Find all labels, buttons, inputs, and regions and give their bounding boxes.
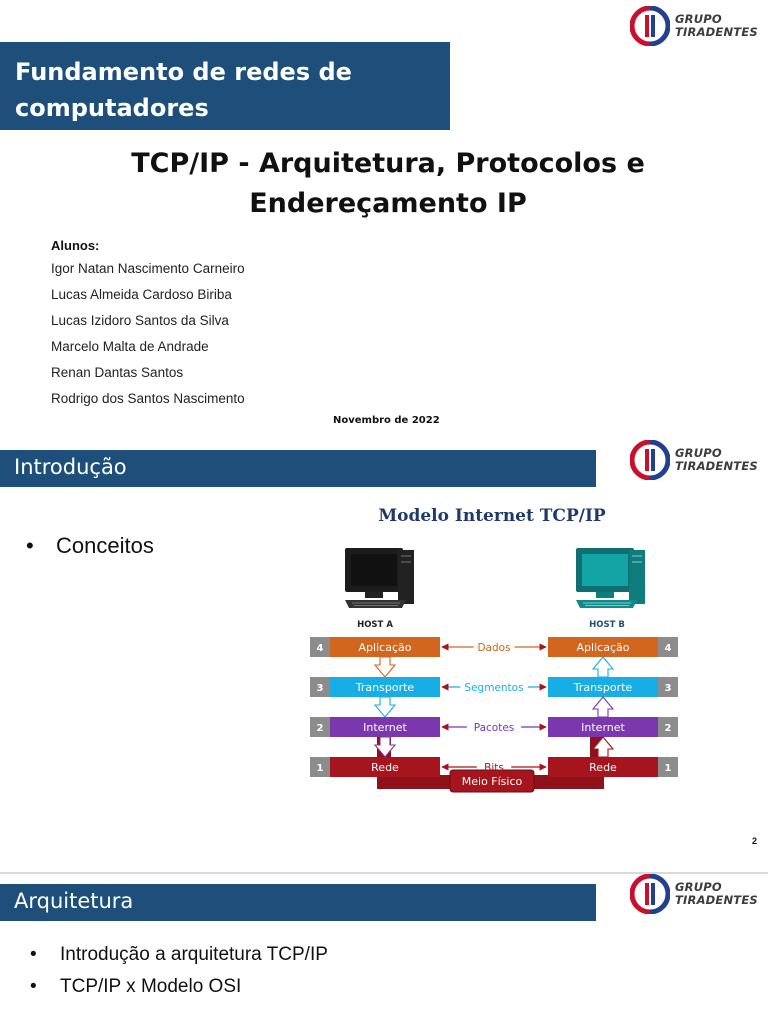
host-a-layer-label: Aplicação — [358, 641, 412, 654]
host-b-layer-label: Aplicação — [576, 641, 630, 654]
logo-line-1: GRUPO — [675, 880, 722, 894]
tiradentes-logo-icon — [630, 6, 670, 46]
section-banner — [0, 450, 596, 487]
presentation-date: Novembro de 2022 — [333, 415, 440, 426]
bullet-text: Introdução a arquitetura TCP/IP — [60, 944, 328, 965]
grupo-tiradentes-logo — [630, 440, 758, 480]
host-a-layer-label: Rede — [371, 761, 399, 774]
logo-line-2: TIRADENTES — [675, 25, 758, 39]
presentation-title: TCP/IP - Arquitetura, Protocolos e Endereçamento IP — [131, 148, 645, 219]
bullet-dot-icon: • — [30, 944, 37, 965]
layer-number: 2 — [316, 723, 324, 734]
grupo-tiradentes-logo — [630, 874, 758, 914]
student-name: Lucas Izidoro Santos da Silva — [51, 313, 229, 328]
logo-line-2: TIRADENTES — [675, 893, 758, 907]
course-title: Fundamento de redes de computadores — [15, 58, 352, 122]
pdu-label-rede: Bits — [484, 762, 504, 774]
students-heading: Alunos: — [51, 238, 100, 253]
layer-number: 2 — [664, 723, 672, 734]
bullet-dot-icon: • — [30, 976, 37, 997]
up-flow-arrow-icon — [593, 657, 613, 677]
slide-1 — [0, 0, 768, 440]
course-banner — [0, 42, 450, 130]
host-b-layer-label: Internet — [581, 721, 625, 734]
section-title: Introdução — [14, 455, 127, 479]
bullet-text: TCP/IP x Modelo OSI — [60, 976, 242, 997]
students-list — [51, 261, 245, 417]
section-title: Arquitetura — [14, 889, 134, 913]
host-a-computer-icon — [345, 548, 414, 608]
section-banner — [0, 884, 596, 921]
bullet-item — [26, 533, 154, 559]
layer-number: 3 — [664, 683, 672, 694]
bullet-item — [30, 976, 328, 1008]
slide-2 — [0, 440, 768, 870]
logo-line-2: TIRADENTES — [675, 459, 758, 473]
student-name: Lucas Almeida Cardoso Biriba — [51, 287, 232, 302]
host-a-layer-label: Transporte — [355, 681, 415, 694]
layer-number: 1 — [664, 763, 672, 774]
diagram-title: Modelo Internet TCP/IP — [378, 506, 606, 526]
tiradentes-logo-icon — [630, 440, 670, 480]
bullet-list — [30, 944, 328, 1008]
up-flow-arrow-icon — [593, 697, 613, 717]
layer-number: 1 — [316, 763, 324, 774]
host-b-layer-label: Transporte — [573, 681, 633, 694]
logo-text — [675, 447, 758, 473]
host-a-layer-label: Internet — [363, 721, 407, 734]
bullet-dot-icon: • — [26, 533, 34, 558]
pdu-label-transporte: Segmentos — [464, 682, 524, 694]
student-name: Rodrigo dos Santos Nascimento — [51, 391, 245, 406]
down-flow-arrow-icon — [375, 657, 395, 677]
down-flow-arrow-icon — [375, 697, 395, 717]
page-number: 2 — [752, 836, 758, 846]
student-name: Marcelo Malta de Andrade — [51, 339, 209, 354]
host-a-label: HOST A — [357, 620, 393, 630]
tcpip-model-diagram — [300, 540, 680, 860]
layer-number: 3 — [316, 683, 324, 694]
layer-number: 4 — [664, 643, 672, 654]
logo-text — [675, 881, 758, 907]
tiradentes-logo-icon — [630, 874, 670, 914]
grupo-tiradentes-logo — [630, 6, 758, 46]
slide-3 — [0, 874, 768, 1024]
logo-line-1: GRUPO — [675, 12, 722, 26]
physical-medium-label: Meio Físico — [461, 775, 523, 788]
logo-text — [675, 13, 758, 39]
host-b-layer-label: Rede — [589, 761, 617, 774]
bullet-text: Conceitos — [56, 533, 154, 558]
host-b-computer-icon — [576, 548, 645, 608]
host-b-label: HOST B — [589, 620, 625, 630]
bullet-list — [26, 533, 154, 559]
student-name: Renan Dantas Santos — [51, 365, 184, 380]
student-name: Igor Natan Nascimento Carneiro — [51, 261, 245, 276]
pdu-label-aplicacao: Dados — [477, 642, 511, 654]
pdu-label-internet: Pacotes — [473, 722, 515, 734]
layer-number: 4 — [316, 643, 324, 654]
bullet-item — [30, 944, 328, 976]
logo-line-1: GRUPO — [675, 446, 722, 460]
